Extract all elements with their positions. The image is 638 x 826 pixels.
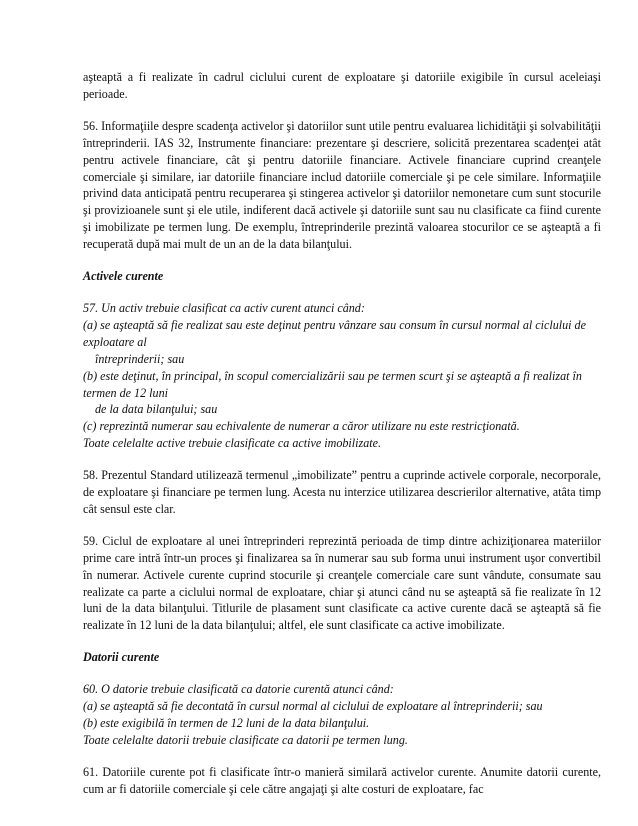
paragraph-61: 61. Datoriile curente pot fi clasificate într-o manieră similară activelor curente. Anumite datorii curente, cum ar fi datoriile comerciale şi cele către angajaţi şi alte costuri de exploatare, fac [83, 764, 601, 796]
section-heading-active-curente: Activele curente [83, 269, 164, 284]
paragraph-60-line-4: Toate celelalte datorii trebuie clasificate ca datorii pe termen lung. [83, 732, 408, 747]
paragraph-57-line-1: 57. Un activ trebuie clasificat ca activ curent atunci când: [83, 300, 365, 315]
paragraph-57-line-5: de la data bilanţului; sau [95, 402, 218, 417]
paragraph-60-line-2: (a) se aşteaptă să fie decontată în cursul normal al ciclului de exploatare al întreprinderii; sau [83, 699, 543, 714]
paragraph-60 [83, 681, 601, 749]
paragraph-57-line-2: (a) se aşteaptă să fie realizat sau este deţinut pentru vânzare sau consum în cursul normal al ciclului de exploatare al [83, 317, 586, 349]
paragraph-57 [83, 300, 601, 452]
paragraph-57-line-4: (b) este deţinut, în principal, în scopul comercializării sau pe termen scurt şi se aşteaptă a fi realizat în termen de 12 luni [83, 368, 582, 400]
document-body [83, 69, 601, 813]
paragraph-58: 58. Prezentul Standard utilizează termenul „imobilizate” pentru a cuprinde activele corporale, necorporale, de exploatare şi financiare pe termen lung. Acesta nu interzice utilizarea descrierilor alternative, atâta timp cât sensul este clar. [83, 468, 601, 516]
paragraph-56: 56. Informaţiile despre scadenţa activelor şi datoriilor sunt utile pentru evaluarea lichidităţii şi solvabilităţii întreprinderii. IAS 32, Instrumente financiare: prezentare şi descriere, solicită prezentarea scadenţei atât pentru activele financiare, cât şi pentru datoriile financiare. Activele financiare cuprind creanţele comerciale şi similare, iar datoriile financiare includ datoriile comerciale şi pe cele similare. Informaţiile privind data anticipată pentru recuperarea şi stingerea activelor şi datoriilor nemonetare cum sunt stocurile şi provizioanele sunt şi ele utile, indiferent dacă activele şi datoriile sunt sau nu clasificate ca fiind curente şi imobilizate pe termen lung. De exemplu, întreprinderile prezintă valoarea stocurilor ce se aşteaptă a fi recuperată după mai mult de un an de la data bilanţului. [83, 118, 601, 252]
paragraph-59: 59. Ciclul de exploatare al unei întreprinderi reprezintă perioada de timp dintre achiziţionarea materiilor prime care intră într-un proces şi finalizarea sa în numerar sau sub forma unui instrument uşor convertibil în numerar. Activele curente cuprind stocurile şi creanţele comerciale care sunt vândute, consumate sau realizate ca parte a ciclului normal de exploatare, chiar şi atunci când nu se aşteaptă să fie realizate în 12 luni de la data bilanţului. Titlurile de plasament sunt clasificate ca active curente dacă se aşteaptă să fie realizate în 12 luni de la data bilanţului; altfel, ele sunt clasificate ca active imobilizate. [83, 533, 601, 633]
paragraph-57-line-7: Toate celelalte active trebuie clasificate ca active imobilizate. [83, 436, 381, 451]
paragraph-57-line-3: întreprinderii; sau [95, 351, 185, 366]
paragraph-intro: aşteaptă a fi realizate în cadrul ciclului curent de exploatare şi datoriile exigibile în cursul aceleiaşi perioade. [83, 70, 601, 101]
paragraph-60-line-1: 60. O datorie trebuie clasificată ca datorie curentă atunci când: [83, 682, 394, 697]
paragraph-57-line-6: (c) reprezintă numerar sau echivalente de numerar a căror utilizare nu este restricţionată. [83, 419, 520, 434]
paragraph-60-line-3: (b) este exigibilă în termen de 12 luni de la data bilanţului. [83, 716, 370, 730]
section-heading-datorii-curente: Datorii curente [83, 650, 160, 665]
